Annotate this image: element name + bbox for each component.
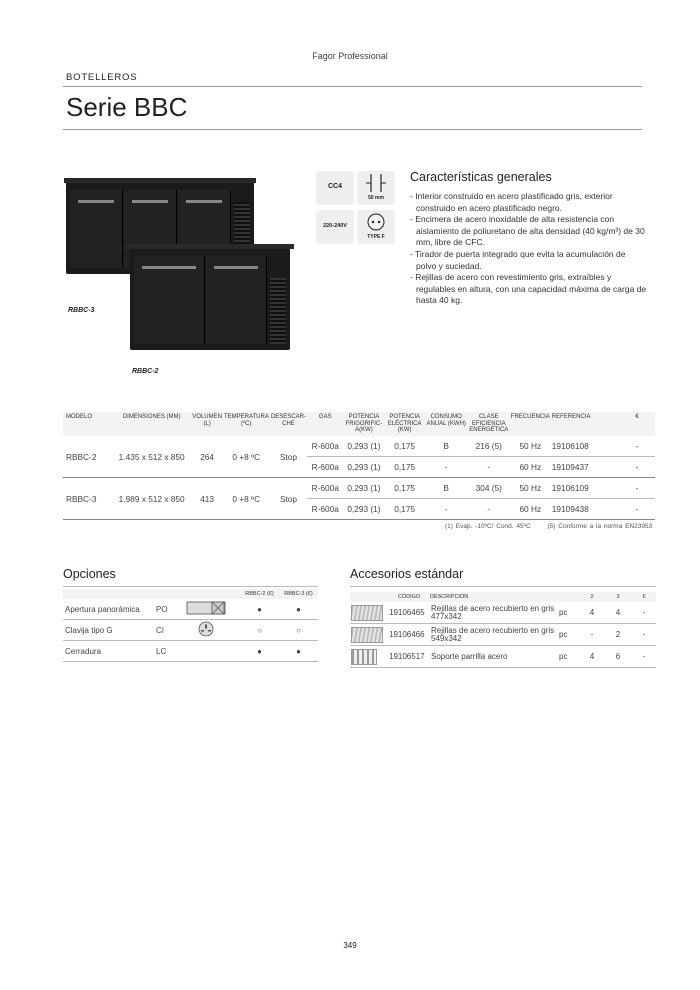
feature-item: - Interior construido en acero plastificado gris, exterior construido en acero plastificado negro. <box>410 191 613 213</box>
model-volume: 413 <box>191 478 223 520</box>
shelf-grid-icon <box>351 605 383 621</box>
frequency-cell: 60 Hz <box>510 499 551 520</box>
reference-cell: 19106109 <box>551 478 619 499</box>
option-rbbc-2: ● <box>240 641 279 662</box>
col-consumo: CONSUMO ANUAL (KWH) <box>426 414 466 427</box>
col-rbbc-2: 2 <box>590 594 594 600</box>
efficiency-cell: 216 (5) <box>468 436 510 457</box>
model-temperature: 0 +8 ºC <box>223 478 270 520</box>
option-code: PO <box>155 599 185 620</box>
col-rbbc-3: 3 <box>616 594 620 600</box>
model-defrost: Stop <box>270 436 308 478</box>
insulation-icon: 50 mm <box>357 171 395 205</box>
option-row <box>63 641 318 662</box>
electric-power-cell: 0,175 <box>385 436 425 457</box>
reference-cell: 19109438 <box>551 499 619 520</box>
col-rbbc-2: RBBC-2 (€) <box>245 591 274 597</box>
gas-cell: R-600a <box>307 436 343 457</box>
frequency-cell: 60 Hz <box>510 457 551 478</box>
accessory-qty-2: 4 <box>580 646 604 668</box>
efficiency-cell: - <box>468 499 510 520</box>
col-temperatura: TEMPERATURA (ºC) <box>223 414 269 427</box>
features-title: Características generales <box>410 170 552 184</box>
accessory-code: 19106466 <box>388 624 430 646</box>
col-potencia-electrica: POTENCIA ELÉCTRICA (KW) <box>387 414 422 433</box>
model-dimensions: 1.989 x 512 x 850 <box>112 478 191 520</box>
option-row <box>63 620 318 641</box>
col-precio: € <box>635 414 639 420</box>
option-code: CI <box>155 620 185 641</box>
electric-power-cell: 0,175 <box>385 457 425 478</box>
consumption-cell: B <box>425 436 468 457</box>
accessory-qty-2: - <box>580 624 604 646</box>
model-temperature: 0 +8 ºC <box>223 436 270 478</box>
price-cell: - <box>619 478 655 499</box>
model-volume: 264 <box>191 436 223 478</box>
plug-type-icon: TYPE F <box>357 210 395 244</box>
cooling-power-cell: 0,293 (1) <box>343 478 385 499</box>
caption-rbbc-2: RBBC-2 <box>132 368 159 375</box>
options-table <box>63 589 318 662</box>
accessories-title: Accesorios estándar <box>350 567 464 581</box>
cooling-power-cell: 0,293 (1) <box>343 436 385 457</box>
model-name: RBBC-2 <box>63 436 112 478</box>
cooling-power-cell: 0,293 (1) <box>343 499 385 520</box>
header-divider <box>63 86 642 87</box>
section-label: BOTELLEROS <box>66 72 138 83</box>
table-notes <box>445 523 666 530</box>
accessory-code: 19106517 <box>388 646 430 668</box>
gas-cell: R-600a <box>307 499 343 520</box>
col-modelo: MODELO <box>66 414 93 420</box>
feature-item: - Rejillas de acero con revestimiento gris, extraíbles y regulables en altura, con una capacidad máxima de carga de hasta 40 kg. <box>410 272 647 306</box>
feature-item: - Encimera de acero inoxidable de alta resistencia con aislamiento de poliuretano de alta densidad (40 kg/m³) de 30 mm, libre de CFC. <box>410 214 645 248</box>
model-name: RBBC-3 <box>63 478 112 520</box>
accessory-row <box>350 602 656 624</box>
page-title: Serie BBC <box>66 92 188 122</box>
option-rbbc-3: ● <box>279 641 318 662</box>
options-title: Opciones <box>63 567 116 581</box>
product-image-rbbc-2 <box>130 248 290 350</box>
option-rbbc-2: ○ <box>240 620 279 641</box>
note-norma: (5) Conforme a la norma EN23953 <box>547 523 653 530</box>
accessories-table <box>350 592 656 668</box>
option-rbbc-3: ○ <box>279 620 318 641</box>
col-codigo: CÓDIGO <box>397 594 421 600</box>
accessory-price: - <box>632 624 656 646</box>
accessory-code: 19106465 <box>388 602 430 624</box>
accessory-qty-3: 2 <box>604 624 632 646</box>
specs-table <box>63 412 655 520</box>
col-rbbc-3: RBBC-3 (€) <box>284 591 313 597</box>
reference-cell: 19106108 <box>551 436 619 457</box>
frequency-cell: 50 Hz <box>510 436 551 457</box>
brand-name: Fagor Professional <box>312 51 388 61</box>
glass-door-icon <box>185 599 240 620</box>
electric-power-cell: 0,175 <box>385 478 425 499</box>
consumption-cell: B <box>425 478 468 499</box>
consumption-cell: - <box>425 457 468 478</box>
col-frecuencia: FRECUENCIA <box>510 414 550 420</box>
shelf-grid-icon <box>351 627 383 643</box>
efficiency-cell: 304 (5) <box>468 478 510 499</box>
page-number: 349 <box>343 941 357 950</box>
feature-item: - Tirador de puerta integrado que evita la acumulación de polvo y suciedad. <box>410 248 626 271</box>
col-gas: GAS <box>318 414 332 420</box>
col-precio: € <box>642 594 646 600</box>
accessory-description: Rejillas de acero recubierto en gris 477x342 <box>430 602 558 624</box>
price-cell: - <box>619 436 655 457</box>
option-label: Cerradura <box>63 641 155 662</box>
option-code: LC <box>155 641 185 662</box>
table-row <box>63 478 655 499</box>
gas-cell: R-600a <box>307 457 343 478</box>
col-volumen: VOLUMEN (L) <box>192 414 222 427</box>
accessory-row <box>350 646 656 668</box>
accessory-qty-3: 4 <box>604 602 632 624</box>
electric-power-cell: 0,175 <box>385 499 425 520</box>
price-cell: - <box>619 499 655 520</box>
consumption-cell: - <box>425 499 468 520</box>
accessory-unit: pc <box>558 646 580 668</box>
accessory-qty-2: 4 <box>580 602 604 624</box>
col-referencia: REFERENCIA <box>551 414 591 420</box>
accessory-description: Soporte parrilla acero <box>430 646 558 668</box>
col-descripcion: DESCRIPCIÓN <box>430 594 469 600</box>
efficiency-cell: - <box>468 457 510 478</box>
caption-rbbc-3: RBBC-3 <box>68 307 95 314</box>
accessory-price: - <box>632 602 656 624</box>
option-rbbc-2: ● <box>240 599 279 620</box>
col-clase: CLASE EFICIENCIA ENERGÉTICA <box>469 414 509 433</box>
gas-cell: R-600a <box>307 478 343 499</box>
accessory-qty-3: 6 <box>604 646 632 668</box>
option-rbbc-3: ● <box>279 599 318 620</box>
frequency-cell: 50 Hz <box>510 478 551 499</box>
option-label: Clavija tipo G <box>63 620 155 641</box>
plug-icon <box>185 620 240 641</box>
bracket-icon <box>351 649 377 665</box>
accessories-header-row <box>350 592 656 602</box>
voltage-badge: 220-240V <box>316 210 354 244</box>
cooling-power-cell: 0,293 (1) <box>343 457 385 478</box>
col-potencia-frigorifica: POTENCIA FRIGORIFIC-A(KW) <box>345 414 383 433</box>
col-dimensiones: DIMENSIONES (MM) <box>122 414 181 420</box>
accessory-unit: pc <box>558 624 580 646</box>
model-defrost: Stop <box>270 478 308 520</box>
options-header-row <box>63 589 318 599</box>
note-evap: (1) Evap. -10ºC/ Cond. 45ºC <box>445 523 531 530</box>
model-dimensions: 1.435 x 512 x 850 <box>112 436 191 478</box>
col-desescarche: DESESCAR-CHE <box>270 414 306 427</box>
accessory-row <box>350 624 656 646</box>
features-list <box>408 191 648 307</box>
accessory-price: - <box>632 646 656 668</box>
specs-header-row <box>63 412 655 436</box>
option-label: Apertura panorámica <box>63 599 155 620</box>
accessory-unit: pc <box>558 602 580 624</box>
table-row <box>63 436 655 457</box>
title-divider <box>63 129 642 130</box>
reference-cell: 19109437 <box>551 457 619 478</box>
energy-class-badge: CC4 <box>316 171 354 205</box>
option-row <box>63 599 318 620</box>
options-divider <box>63 586 318 587</box>
accessories-divider <box>350 586 656 587</box>
price-cell: - <box>619 457 655 478</box>
accessory-description: Rejillas de acero recubierto en gris 549x342 <box>430 624 558 646</box>
